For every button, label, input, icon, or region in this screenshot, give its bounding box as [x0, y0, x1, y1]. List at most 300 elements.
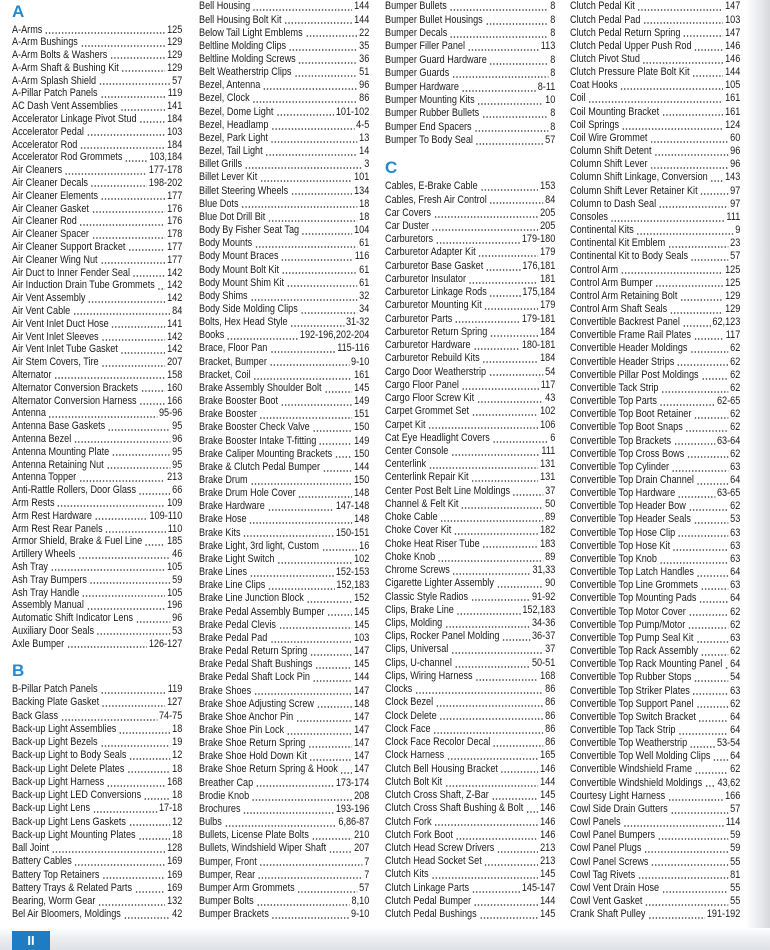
dot-leader	[263, 79, 358, 92]
index-entry	[385, 882, 555, 895]
entry-name: Brake Line Clips	[199, 579, 266, 592]
entry-page-number: 51	[359, 66, 370, 79]
dot-leader	[477, 392, 544, 405]
dot-leader	[256, 777, 334, 790]
index-entry	[12, 869, 182, 882]
index-entry	[12, 395, 182, 408]
index-entry	[385, 419, 555, 432]
index-entry	[570, 211, 740, 224]
index-entry	[385, 723, 555, 736]
entry-page-number: 176	[167, 215, 183, 228]
entry-page-number: 16	[359, 539, 370, 552]
entry-page-number: 147	[354, 645, 370, 658]
entry-page-number: 54	[730, 671, 741, 684]
index-entry	[570, 382, 740, 395]
entry-page-number: 63	[730, 684, 741, 697]
entry-name: Bezel, Headlamp	[199, 118, 269, 131]
entry-name: Carburetor Rebuild Kits	[385, 352, 480, 365]
dot-leader	[110, 49, 165, 62]
index-entry	[385, 683, 555, 696]
index-entry	[570, 369, 740, 382]
entry-name: Brake Drum Hole Cover	[199, 487, 296, 500]
dot-leader	[312, 421, 352, 434]
dot-leader	[651, 856, 728, 869]
dot-leader	[249, 513, 352, 526]
dot-leader	[678, 724, 728, 737]
entry-page-number: 18	[359, 197, 370, 210]
entry-name: Battery Top Retainers	[12, 868, 100, 881]
entry-name: Brake Booster Intake T-fitting	[199, 434, 317, 447]
entry-name: Brake Light, 3rd light, Custom	[199, 539, 320, 552]
entry-name: Coat Hooks	[570, 79, 618, 92]
entry-name: Continental Kit Emblem	[570, 237, 666, 250]
index-entry	[12, 789, 182, 802]
dot-leader	[694, 329, 724, 342]
entry-name: Clock Harness	[385, 749, 445, 762]
entry-name: Cowl Vent Drain Hose	[570, 881, 660, 894]
index-entry	[570, 540, 740, 553]
index-entry	[12, 343, 182, 356]
entry-name: Books	[199, 329, 225, 342]
entry-page-number: 14	[359, 145, 370, 158]
entry-page-number: 143	[725, 171, 741, 184]
dot-leader	[270, 342, 336, 355]
index-column	[12, 0, 182, 921]
dot-leader	[82, 587, 165, 600]
index-entry	[570, 513, 740, 526]
index-entry	[385, 776, 555, 789]
entry-page-number: 160	[167, 381, 183, 394]
index-entry	[385, 789, 555, 802]
entry-name: Brake Pedal Shaft Bushings	[199, 658, 313, 671]
entry-page-number: 149	[354, 395, 370, 408]
entry-page-number: 144	[354, 460, 370, 473]
entry-page-number: 144	[540, 894, 556, 907]
entry-name: Clutch Fork Boot	[385, 828, 453, 841]
index-entry	[570, 698, 740, 711]
entry-page-number: 145	[354, 658, 370, 671]
dot-leader	[254, 685, 353, 698]
entry-page-number: 64	[730, 474, 741, 487]
entry-name: Breather Cap	[199, 776, 254, 789]
entry-page-number: 166	[167, 394, 183, 407]
dot-leader	[713, 750, 728, 763]
dot-leader	[298, 53, 357, 66]
index-entry	[199, 448, 369, 461]
index-entry	[570, 132, 740, 145]
dot-leader	[683, 27, 723, 40]
entry-name: Clutch Bell Housing Bracket	[385, 762, 498, 775]
dot-leader	[139, 113, 165, 126]
entry-page-number: 129	[167, 36, 183, 49]
entry-name: Convertible Top Brackets	[570, 434, 672, 447]
dot-leader	[645, 895, 728, 908]
entry-name: Convertible Top Header Bow	[570, 500, 686, 513]
index-entry	[12, 241, 182, 254]
dot-leader	[445, 617, 530, 630]
entry-page-number: 213	[540, 855, 556, 868]
entry-name: Clips, Brake Line	[385, 603, 454, 616]
dot-leader	[655, 277, 723, 290]
index-entry	[570, 750, 740, 763]
entry-page-number: 131	[540, 471, 556, 484]
entry-page-number: 8	[550, 13, 556, 26]
dot-leader	[105, 523, 166, 536]
dot-leader	[120, 100, 165, 113]
dot-leader	[255, 237, 358, 250]
index-entry	[570, 685, 740, 698]
index-entry	[570, 763, 740, 776]
entry-name: Bezel, Antenna	[199, 79, 261, 92]
index-entry	[12, 802, 182, 815]
dot-leader	[111, 318, 165, 331]
entry-name: Clock Bezel	[385, 696, 434, 709]
index-entry	[570, 711, 740, 724]
section-letter: A	[12, 2, 25, 21]
index-entry	[199, 829, 369, 842]
dot-leader	[241, 198, 357, 211]
index-entry	[570, 53, 740, 66]
entry-name: Brake Hose	[199, 513, 247, 526]
index-entry	[12, 749, 182, 762]
dot-leader	[127, 763, 170, 776]
index-entry	[385, 134, 555, 147]
dot-leader	[250, 566, 334, 579]
entry-name: Cowl Panel Screws	[570, 855, 649, 868]
entry-page-number: 146	[540, 802, 556, 815]
entry-name: Convertible Pillar Post Moldings	[570, 368, 699, 381]
entry-page-number: 116	[354, 250, 370, 263]
index-entry	[385, 286, 555, 299]
index-entry	[570, 632, 740, 645]
entry-page-number: 179	[540, 246, 556, 259]
dot-leader	[250, 474, 352, 487]
entry-page-number: 18	[172, 722, 183, 735]
index-entry	[199, 250, 369, 263]
entry-name: Air Vent Inlet Tube Gasket	[12, 343, 118, 356]
entry-page-number: 62	[730, 381, 741, 394]
index-entry	[570, 0, 740, 13]
dot-leader	[296, 711, 353, 724]
index-entry	[570, 527, 740, 540]
entry-name: Clutch Head Socket Set	[385, 855, 482, 868]
entry-page-number: 61	[359, 276, 370, 289]
entry-name: Air Duct to Inner Fender Seal	[12, 266, 130, 279]
entry-name: Convertible Header Strips	[570, 355, 675, 368]
index-entry	[199, 487, 369, 500]
entry-name: Clutch Pedal Upper Push Rod	[570, 39, 692, 52]
dot-leader	[108, 420, 171, 433]
entry-page-number: 62	[730, 763, 741, 776]
entry-name: Cowl Panel Bumpers	[570, 829, 656, 842]
entry-page-number: 111	[541, 444, 556, 457]
index-entry	[570, 14, 740, 27]
dot-leader	[701, 369, 728, 382]
entry-page-number: 146	[540, 815, 556, 828]
entry-page-number: 213	[540, 842, 556, 854]
dot-leader	[102, 869, 165, 882]
entry-name: Brake Shoe Adjusting Screw	[199, 697, 314, 710]
entry-page-number: 142	[167, 279, 183, 292]
entry-page-number: 192-196,202-204	[299, 329, 370, 342]
entry-page-number: 184	[167, 113, 183, 126]
dot-leader	[107, 776, 166, 789]
entry-page-number: 57	[730, 250, 741, 263]
dot-leader	[310, 645, 352, 658]
entry-name: B-Pillar Patch Panels	[12, 683, 98, 696]
entry-page-number: 184	[540, 325, 556, 338]
entry-name: Alternator	[12, 369, 52, 382]
entry-name: Convertible Top Striker Plates	[570, 684, 690, 697]
entry-name: Bezel, Park Light	[199, 131, 268, 144]
entry-name: Air Vent Inlet Sleeves	[12, 330, 99, 343]
dot-leader	[659, 198, 729, 211]
entry-name: Carburetor Linkage Rods	[385, 286, 487, 299]
entry-name: Brake & Clutch Pedal Bumper	[199, 460, 321, 473]
dot-leader	[452, 564, 530, 577]
entry-page-number: 96	[359, 79, 370, 92]
index-entry	[385, 696, 555, 709]
index-entry	[12, 561, 182, 574]
entry-name: Ball Joint	[12, 842, 49, 855]
entry-page-number: 35	[359, 39, 370, 52]
entry-page-number: 64	[730, 723, 741, 736]
entry-page-number: 63	[730, 552, 741, 565]
dot-leader	[462, 379, 540, 392]
entry-page-number: 4-5	[356, 118, 370, 131]
dot-leader	[86, 599, 165, 612]
dot-leader	[270, 632, 352, 645]
index-entry	[199, 856, 369, 869]
entry-page-number: 144	[725, 66, 741, 79]
entry-name: Carburetor Base Gasket	[385, 259, 484, 272]
dot-leader	[252, 92, 357, 105]
dot-leader	[267, 500, 334, 513]
entry-name: Convertible Top Drain Channel	[570, 474, 694, 487]
entry-name: Bracket, Bumper	[199, 355, 267, 368]
dot-leader	[227, 329, 298, 342]
index-entry	[12, 763, 182, 776]
dot-leader	[284, 14, 352, 27]
dot-leader	[100, 683, 166, 696]
dot-leader	[128, 241, 165, 254]
entry-name: Convertible Top Cylinder	[570, 460, 670, 473]
entry-name: Alternator Conversion Harness	[12, 394, 137, 407]
entry-name: Channel & Felt Kit	[385, 497, 459, 510]
index-entry	[385, 657, 555, 670]
entry-name: Cowl Tag Rivets	[570, 868, 636, 881]
entry-page-number: 168	[540, 669, 556, 682]
index-entry	[385, 220, 555, 233]
dot-leader	[250, 290, 357, 303]
entry-name: Convertible Top Mounting Pads	[570, 592, 697, 605]
entry-name: Clutch Kits	[385, 868, 429, 881]
index-entry	[385, 591, 555, 604]
entry-name: Antenna	[12, 407, 46, 420]
entry-page-number: 63	[730, 579, 741, 592]
entry-name: Ash Tray Handle	[12, 586, 80, 599]
entry-name: Carburetor Mounting Kit	[385, 299, 482, 312]
entry-page-number: 62	[730, 342, 741, 355]
dot-leader	[243, 803, 334, 816]
entry-page-number: 125	[725, 263, 741, 276]
entry-name: Bumper Brackets	[199, 908, 269, 921]
dot-leader	[687, 448, 729, 461]
index-entry	[385, 736, 555, 749]
index-entry	[199, 171, 369, 184]
index-entry	[12, 723, 182, 736]
entry-page-number: 66	[172, 484, 183, 497]
index-entry	[199, 869, 369, 882]
index-entry	[385, 352, 555, 365]
dot-leader	[57, 497, 165, 510]
index-entry	[199, 685, 369, 698]
dot-leader	[101, 331, 165, 344]
index-entry	[12, 382, 182, 395]
entry-name: Coil	[570, 92, 586, 105]
dot-leader	[141, 382, 166, 395]
entry-name: Axle Bumper	[12, 637, 65, 650]
entry-name: Bumper Hardware	[385, 80, 459, 93]
entry-page-number: 23	[730, 237, 741, 250]
dot-leader	[471, 591, 531, 604]
entry-name: Convertible Top Pump/Motor	[570, 618, 686, 631]
index-entry	[12, 254, 182, 267]
entry-page-number: 7	[364, 868, 370, 881]
entry-page-number: 55	[730, 855, 741, 868]
entry-page-number: 95	[172, 445, 183, 458]
index-entry	[12, 696, 182, 709]
entry-page-number: 150	[354, 474, 370, 487]
entry-name: Bumper Bullets	[385, 0, 447, 13]
index-entry	[385, 802, 555, 815]
entry-page-number: 168	[167, 775, 183, 788]
entry-name: Clutch Head Screw Drivers	[385, 842, 495, 854]
index-entry	[385, 313, 555, 326]
entry-page-number: 106	[540, 418, 556, 431]
index-entry	[12, 855, 182, 868]
entry-name: Column Shift Lever Retainer Kit	[570, 184, 698, 197]
dot-leader	[86, 126, 165, 139]
dot-leader	[129, 749, 170, 762]
entry-name: Antenna Topper	[12, 471, 77, 484]
entry-name: Body Shims	[199, 289, 248, 302]
index-entry	[385, 617, 555, 630]
dot-leader	[486, 260, 521, 273]
index-entry	[570, 658, 740, 671]
entry-page-number: 177	[167, 253, 183, 266]
entry-page-number: 62,123	[712, 316, 741, 329]
entry-page-number: 117	[725, 329, 741, 342]
entry-name: Clock Face Recolor Decal	[385, 736, 491, 749]
entry-name: Back Glass	[12, 709, 59, 722]
entry-name: Clutch Linkage Parts	[385, 881, 470, 894]
dot-leader	[93, 802, 158, 815]
entry-name: Brake Shoe Return Spring & Hook	[199, 763, 338, 776]
dot-leader	[455, 829, 538, 842]
index-entry	[12, 228, 182, 241]
dot-leader	[95, 510, 148, 523]
dot-leader	[80, 139, 165, 152]
index-entry	[199, 803, 369, 816]
index-entry	[385, 564, 555, 577]
dot-leader	[415, 683, 543, 696]
dot-leader	[281, 395, 353, 408]
dot-leader	[92, 203, 166, 216]
index-column	[570, 0, 740, 921]
entry-page-number: 59	[172, 573, 183, 586]
entry-name: Column Shift Detent	[570, 145, 652, 158]
index-entry	[199, 527, 369, 540]
entry-page-number: 147	[725, 26, 741, 39]
entry-name: Center Console	[385, 444, 449, 457]
entry-name: Convertible Top Rack Mounting Panel	[570, 658, 723, 671]
entry-name: Choke Knob	[385, 550, 436, 563]
dot-leader	[439, 710, 543, 723]
dot-leader	[682, 316, 710, 329]
index-entry	[385, 67, 555, 80]
entry-name: Cargo Door Weatherstrip	[385, 365, 487, 378]
entry-page-number: 62	[730, 645, 741, 658]
entry-name: Brake Shoe Pin Lock	[199, 723, 285, 736]
index-entry	[385, 577, 555, 590]
dot-leader	[670, 803, 728, 816]
index-entry	[199, 342, 369, 355]
entry-name: Cargo Floor Screw Kit	[385, 392, 475, 405]
index-entry	[570, 40, 740, 53]
entry-name: Brodie Knob	[199, 789, 250, 802]
entry-name: Antenna Retaining Nut	[12, 458, 104, 471]
dot-leader	[489, 194, 543, 207]
index-entry	[12, 177, 182, 190]
index-entry	[199, 303, 369, 316]
entry-page-number: 124	[725, 118, 741, 131]
entry-page-number: 64	[730, 592, 741, 605]
entry-page-number: 8	[550, 107, 556, 120]
entry-name: Back-up Light Assemblies	[12, 722, 117, 735]
entry-name: Centerlink	[385, 458, 427, 471]
entry-page-number: 142	[167, 343, 183, 356]
entry-name: Bumper Guards	[385, 67, 450, 80]
entry-page-number: 153	[540, 180, 556, 193]
entry-name: Blue Dots	[199, 197, 239, 210]
dot-leader	[97, 625, 171, 638]
dot-leader	[54, 369, 165, 382]
entry-page-number: 129	[167, 49, 183, 62]
entry-name: Convertible Top Tack Strip	[570, 723, 676, 736]
entry-name: Clips, U-channel	[385, 656, 452, 669]
entry-page-number: 50-51	[531, 656, 556, 669]
entry-name: Centerlink Repair Kit	[385, 471, 469, 484]
dot-leader	[309, 750, 352, 763]
entry-page-number: 34-36	[531, 617, 556, 630]
entry-name: Air Cleaners	[12, 164, 63, 177]
entry-page-number: 89	[545, 511, 556, 524]
entry-name: Convertible Top Knob	[570, 552, 657, 565]
dot-leader	[455, 313, 520, 326]
index-entry	[570, 408, 740, 421]
dot-leader	[253, 0, 353, 13]
dot-leader	[472, 405, 539, 418]
entry-name: Bumper Guard Hardware	[385, 53, 487, 66]
dot-leader	[100, 87, 166, 100]
index-entry	[199, 737, 369, 750]
index-entry	[570, 290, 740, 303]
entry-page-number: 18	[172, 828, 183, 841]
index-entry	[12, 292, 182, 305]
entry-page-number: 8	[550, 27, 556, 40]
entry-name: Brake Lines	[199, 566, 248, 579]
